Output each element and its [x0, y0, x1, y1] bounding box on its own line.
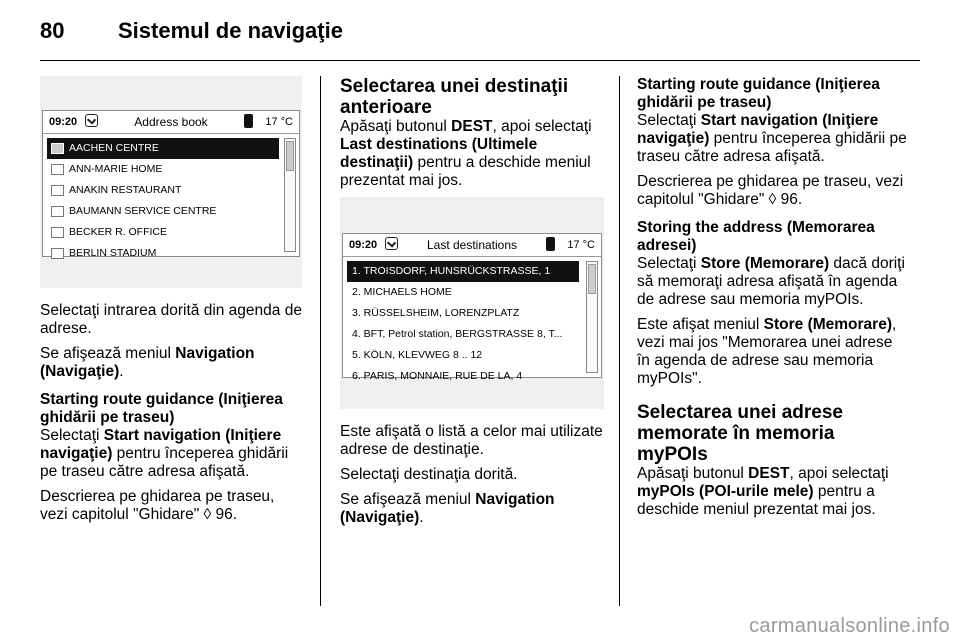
address-card-icon	[51, 227, 64, 238]
column-3	[637, 76, 907, 526]
address-card-icon	[51, 206, 64, 217]
list-item-label: ANN-MARIE HOME	[69, 163, 163, 175]
subheading-store-address: Storing the address (Memorarea adresei)	[637, 219, 875, 254]
list-item-label: AACHEN CENTRE	[69, 142, 159, 154]
text: Descrierea pe ghidarea pe traseu, vezi capitolul "Ghidare"	[637, 173, 904, 208]
paragraph	[40, 345, 302, 381]
page-reference: 96.	[211, 506, 238, 523]
list-item[interactable]	[347, 345, 579, 366]
text: pentru a deschide meniul prezentat mai jos.	[637, 483, 876, 518]
text: , vezi mai jos "Memorarea unei adrese în agenda de adrese sau memoria myPOIs".	[637, 316, 897, 387]
list-item-label: 5. KÖLN, KLEVWEG 8 .. 12	[352, 349, 483, 361]
paragraph	[637, 173, 907, 209]
list-item[interactable]	[347, 303, 579, 324]
text: Descrierea pe ghidarea pe traseu, vezi capitolul "Ghidare"	[40, 488, 275, 523]
paragraph	[637, 112, 907, 166]
text: pentru a deschide meniul prezentat mai jos.	[340, 154, 591, 189]
list-item[interactable]	[47, 159, 279, 180]
section-heading: Selectarea unei destinaţii anterioare	[340, 76, 569, 118]
menu-name: myPOIs (POI-urile mele)	[637, 483, 814, 500]
status-bar	[343, 234, 601, 257]
list-item[interactable]	[47, 138, 279, 159]
list-item[interactable]	[347, 261, 579, 282]
column-divider-1	[320, 76, 321, 606]
text: Se afişează meniul	[40, 345, 176, 362]
text: Apăsaţi butonul	[340, 118, 452, 135]
menu-name: Start navigation (Iniţiere navigaţie)	[40, 427, 282, 462]
menu-name: Start navigation (Iniţiere navigaţie)	[637, 112, 879, 147]
text: dacă doriţi să memoraţi adresa afişată în agenda de adrese sau memoria myPOIs.	[637, 255, 905, 308]
paragraph	[637, 255, 907, 309]
paragraph	[40, 488, 302, 524]
list-item[interactable]	[347, 324, 579, 345]
address-book-screenshot	[40, 76, 302, 288]
paragraph	[340, 491, 604, 527]
list-item-label: 2. MICHAELS HOME	[352, 286, 452, 298]
list-item-label: BAUMANN SERVICE CENTRE	[69, 205, 217, 217]
text: Selectaţi	[40, 427, 104, 444]
button-name: DEST	[451, 118, 493, 135]
section-title: Sistemul de navigaţie	[118, 18, 343, 43]
page-number: 80	[40, 18, 65, 43]
temperature: 17 °C	[567, 239, 595, 251]
paragraph	[340, 118, 604, 190]
thermometer-icon	[244, 114, 253, 128]
address-book-screen	[42, 110, 300, 257]
list-item-label: 1. TROISDORF, HUNSRÜCKSTRASSE, 1	[352, 265, 551, 277]
list-item-label: ANAKIN RESTAURANT	[69, 184, 182, 196]
column-2	[340, 76, 604, 534]
address-card-icon	[51, 185, 64, 196]
list-item-label: 4. BFT, Petrol station, BERGSTRASSE 8, T...	[352, 328, 563, 340]
text: .	[419, 509, 424, 526]
address-card-icon	[51, 248, 64, 259]
screen-title: Address book	[134, 115, 208, 129]
list-item[interactable]	[47, 180, 279, 201]
list-item-label: BERLIN STADIUM	[69, 247, 157, 259]
paragraph	[40, 427, 302, 481]
menu-name: Navigation (Navigaţie)	[40, 345, 255, 380]
text: , apoi selectaţi	[789, 465, 889, 482]
list-item-label: 3. RÜSSELSHEIM, LORENZPLATZ	[352, 307, 520, 319]
clock: 09:20	[349, 239, 378, 251]
header-divider	[40, 60, 920, 61]
paragraph	[637, 316, 907, 388]
page-reference: 96.	[776, 191, 803, 208]
page-reference-icon: ◊	[203, 506, 212, 523]
list-item[interactable]	[47, 222, 279, 243]
subheading-start-guidance: Starting route guidance (Iniţierea ghidării pe traseu)	[40, 391, 283, 426]
section-heading: Selectarea unei adrese memorate în memoria myPOIs	[637, 402, 843, 465]
screen-title: Last destinations	[426, 238, 518, 252]
subheading-start-guidance: Starting route guidance (Iniţierea ghidării pe traseu)	[637, 76, 880, 111]
list-item-label: 6. PARIS, MONNAIE, RUE DE LA, 4	[352, 370, 523, 382]
page-reference-icon: ◊	[768, 191, 777, 208]
page-header	[40, 14, 920, 54]
text: Apăsaţi butonul	[637, 465, 749, 482]
paragraph: Selectaţi intrarea dorită din agenda de adrese.	[40, 302, 302, 337]
last-destinations-list	[347, 261, 579, 387]
address-card-icon	[51, 143, 64, 154]
text: Selectaţi	[637, 112, 701, 129]
paragraph: Este afişată o listă a celor mai utilizate adrese de destinaţie.	[340, 423, 603, 458]
menu-name: Store (Memorare)	[763, 316, 892, 333]
thermometer-icon	[546, 237, 555, 251]
text: pentru începerea ghidării pe traseu către adresa afişată.	[637, 130, 907, 165]
column-1	[40, 76, 302, 531]
list-item-label: BECKER R. OFFICE	[69, 226, 168, 238]
last-destinations-screen	[342, 233, 602, 382]
list-item[interactable]	[347, 366, 579, 387]
watermark: carmanualsonline.info	[749, 615, 950, 637]
paragraph: Selectaţi destinaţia dorită.	[340, 466, 518, 483]
menu-name: Last destinations (Ultimele destinaţii)	[340, 136, 538, 171]
text: pentru începerea ghidării pe traseu către adresa afişată.	[40, 445, 289, 480]
address-card-icon	[51, 164, 64, 175]
menu-name: Store (Memorare)	[700, 255, 830, 272]
text: .	[119, 363, 124, 380]
list-item[interactable]	[47, 201, 279, 222]
menu-name: Navigation (Navigaţie)	[340, 491, 555, 526]
address-book-list	[47, 138, 279, 264]
column-divider-2	[619, 76, 620, 606]
text: Selectaţi	[637, 255, 701, 272]
button-name: DEST	[748, 465, 790, 482]
last-destinations-screenshot	[340, 197, 604, 409]
status-bar	[43, 111, 299, 134]
scrollbar[interactable]	[586, 261, 598, 373]
text: Este afişat meniul	[637, 316, 764, 333]
scrollbar-thumb[interactable]	[286, 141, 294, 171]
temperature: 17 °C	[265, 116, 293, 128]
scrollbar-thumb[interactable]	[588, 264, 596, 294]
scrollbar[interactable]	[284, 138, 296, 252]
clock: 09:20	[49, 116, 78, 128]
paragraph	[637, 465, 907, 519]
list-item[interactable]	[347, 282, 579, 303]
list-item[interactable]	[47, 243, 279, 264]
text: , apoi selectaţi	[492, 118, 592, 135]
text: Se afişează meniul	[340, 491, 476, 508]
